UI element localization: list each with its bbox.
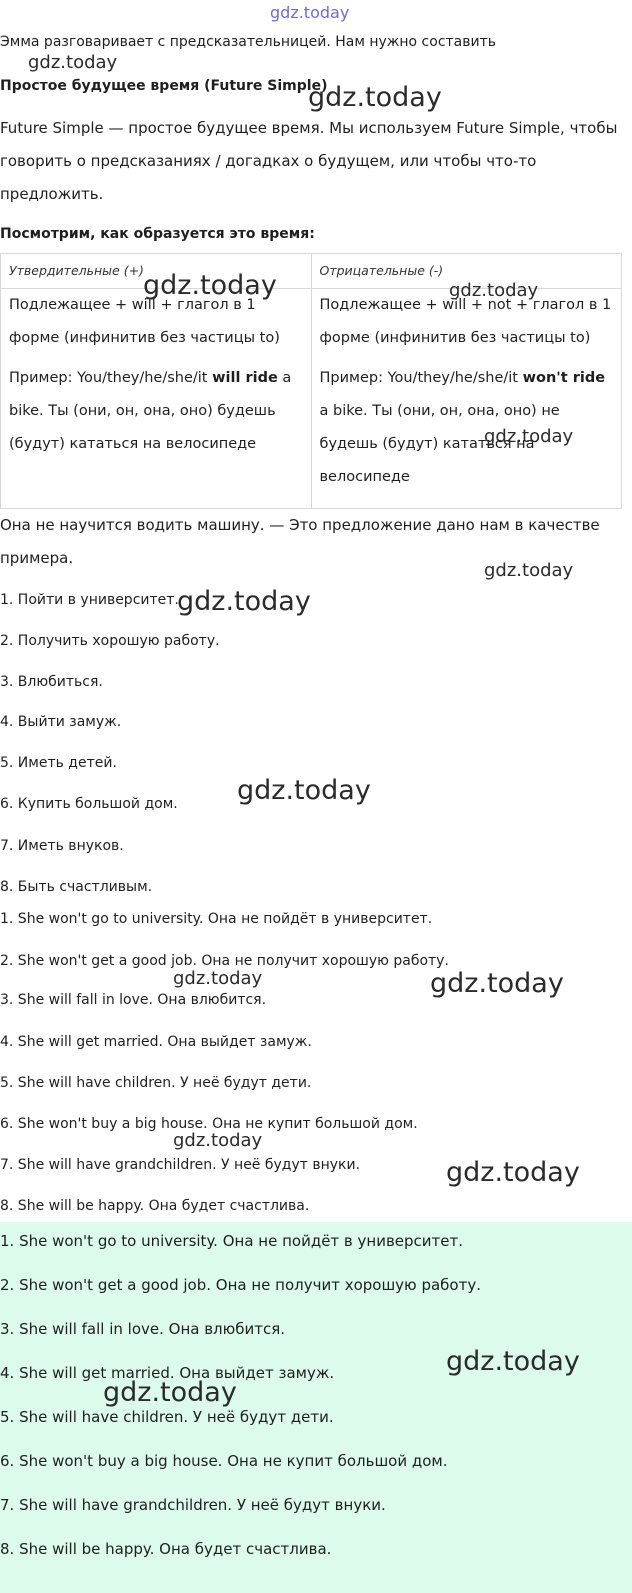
watermark: gdz.today <box>177 586 311 617</box>
watermark: gdz.today <box>237 775 371 806</box>
list-item: 5. Иметь детей. <box>0 755 117 771</box>
explanation-line-1: Future Simple — простое будущее время. Мы используем Future Simple, чтобы <box>0 119 618 137</box>
list-item: 7. She will have grandchildren. У неё будут внуки. <box>0 1157 361 1173</box>
list-item: 4. Выйти замуж. <box>0 714 122 730</box>
example-text: Пример: You/they/he/she/it <box>9 370 213 386</box>
watermark: gdz.today <box>270 3 350 22</box>
affirmative-rule: Подлежащее + will + глагол в 1 форме (инфинитив без частицы to) <box>9 297 280 346</box>
example-text: Пример: You/they/he/she/it <box>319 370 523 386</box>
negative-rule: Подлежащее + will + not + глагол в 1 форме (инфинитив без частицы to) <box>319 297 612 346</box>
watermark: gdz.today <box>173 1130 263 1151</box>
watermark: gdz.today <box>173 968 263 989</box>
affirmative-example <box>9 362 303 461</box>
watermark: gdz.today <box>430 968 564 999</box>
list-item: 6. Купить большой дом. <box>0 796 178 812</box>
list-item: 3. Влюбиться. <box>0 674 103 690</box>
example-highlight: won't ride <box>522 370 606 386</box>
list-item: 2. Получить хорошую работу. <box>0 633 220 649</box>
column-header-negative: Отрицательные (-) <box>311 254 622 289</box>
example-note-line-1: Она не научится водить машину. — Это предложение дано нам в качестве <box>0 516 600 534</box>
list-item: 8. She will be happy. Она будет счастлива. <box>0 1198 310 1214</box>
affirmative-cell <box>1 289 312 509</box>
watermark: gdz.today <box>103 1377 237 1408</box>
watermark: gdz.today <box>446 1157 580 1188</box>
list-item: 7. Иметь внуков. <box>0 838 124 854</box>
example-highlight: will ride <box>212 370 278 386</box>
formation-heading: Посмотрим, как образуется это время: <box>0 226 315 242</box>
watermark: gdz.today <box>449 280 539 301</box>
answer-box <box>0 1222 632 1593</box>
cut-text-fragment <box>345 62 445 68</box>
list-item: 1. Пойти в университет. <box>0 592 179 608</box>
watermark: gdz.today <box>308 82 442 113</box>
column-header-affirmative: Утвердительные (+) <box>1 254 312 289</box>
list-item: 8. She will be happy. Она будет счастлива. <box>0 1540 332 1558</box>
list-item: 6. She won't buy a big house. Она не купит большой дом. <box>0 1452 448 1470</box>
list-item: 3. She will fall in love. Она влюбится. <box>0 992 267 1008</box>
intro-text: Эмма разговаривает с предсказательницей. Нам нужно составить <box>0 34 497 50</box>
example-text: a bike. Ты (они, он, она, оно) не будешь (будут) кататься на велосипеде <box>319 403 560 485</box>
list-item: 6. She won't buy a big house. Она не купит большой дом. <box>0 1116 418 1132</box>
list-item: 5. She will have children. У неё будут дети. <box>0 1408 334 1426</box>
list-item: 2. She won't get a good job. Она не получит хорошую работу. <box>0 953 449 969</box>
example-text: a bike. Ты (они, он, она, оно) будешь (будут) кататься на велосипеде <box>9 370 292 452</box>
list-item: 2. She won't get a good job. Она не получит хорошую работу. <box>0 1276 481 1294</box>
section-heading: Простое будущее время (Future Simple) <box>0 78 328 94</box>
watermark: gdz.today <box>28 52 118 73</box>
watermark: gdz.today <box>484 560 574 581</box>
watermark: gdz.today <box>446 1346 580 1377</box>
watermark: gdz.today <box>143 270 277 301</box>
negative-cell <box>311 289 622 509</box>
list-item: 7. She will have grandchildren. У неё будут внуки. <box>0 1496 386 1514</box>
explanation-line-2: говорить о предсказаниях / догадках о будущем, или чтобы что-то <box>0 152 537 170</box>
list-item: 1. She won't go to university. Она не пойдёт в университет. <box>0 911 433 927</box>
list-item: 8. Быть счастливым. <box>0 879 153 895</box>
list-item: 4. She will get married. Она выйдет замуж. <box>0 1364 335 1382</box>
watermark: gdz.today <box>484 426 574 447</box>
list-item: 4. She will get married. Она выйдет замуж. <box>0 1034 312 1050</box>
list-item: 3. She will fall in love. Она влюбится. <box>0 1320 286 1338</box>
list-item: 5. She will have children. У неё будут дети. <box>0 1075 312 1091</box>
list-item: 1. She won't go to university. Она не пойдёт в университет. <box>0 1232 464 1250</box>
example-note-line-2: примера. <box>0 549 74 567</box>
explanation-line-3: предложить. <box>0 185 104 203</box>
